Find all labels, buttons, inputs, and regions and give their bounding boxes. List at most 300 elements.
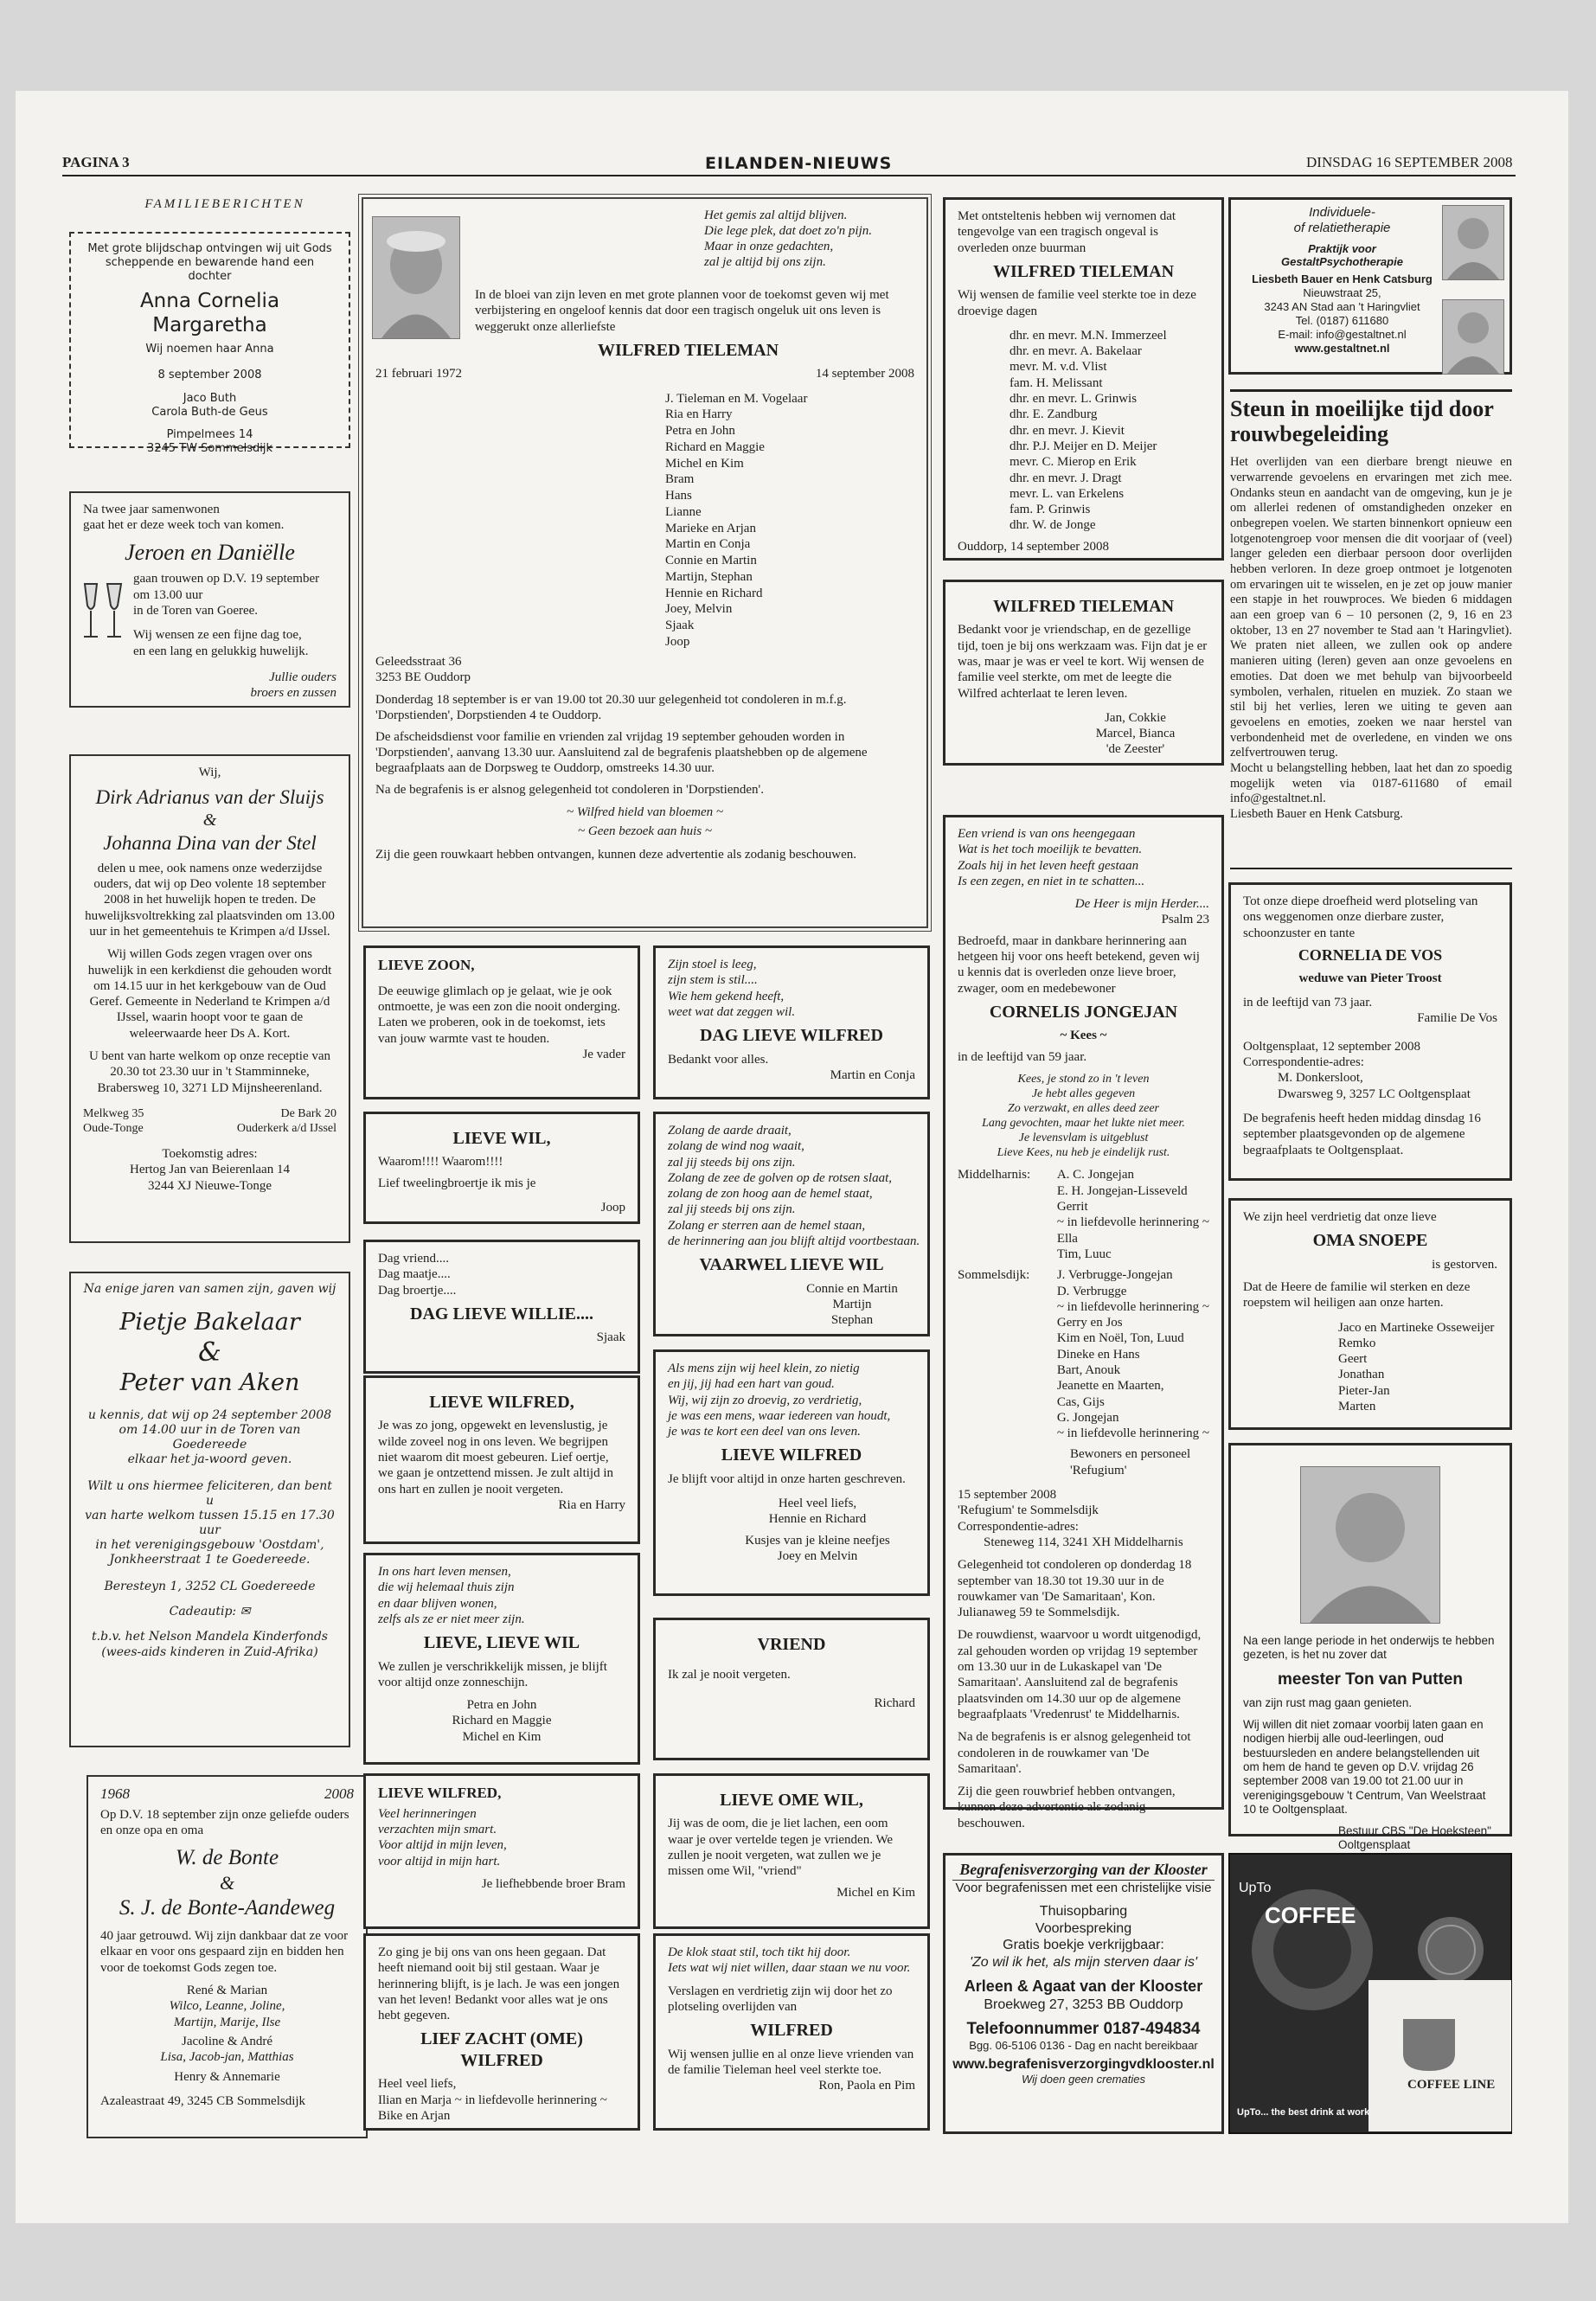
sig-1: Connie en Martin (806, 1281, 898, 1296)
subtitle: weduwe van Pieter Troost (1298, 971, 1442, 985)
ad-dag-willie (363, 1240, 640, 1374)
parents-addr-4: Ouderkerk a/d IJssel (236, 1122, 337, 1136)
poem-line: Veel herinneringen (378, 1806, 477, 1821)
phone-alt: Bgg. 06-5106 0136 - Dag en nacht bereikbaar (969, 2038, 1198, 2052)
intro-line-1: Na twee jaar samenwonen (83, 503, 220, 516)
poem-line: Lang gevochten, maar het lukte niet meer. (982, 1117, 1185, 1131)
poem-line: zelfs als ze er niet meer zijn. (378, 1612, 525, 1626)
psalm: Psalm 23 (1161, 913, 1209, 927)
poem-line: zolang de zon hoog aan de hemel staat, (668, 1187, 873, 1202)
poem-line: Iets wat wij niet willen, daar staan we nu voor. (668, 1961, 911, 1976)
name: OMA SNOEPE (1312, 1231, 1428, 1251)
signature-1: Bestuur CBS "De Hoeksteen" (1338, 1823, 1491, 1837)
poem-2 (958, 1072, 1209, 1160)
text: Zo ging je bij ons van ons heen gegaan. Dat heeft niemand ooit bij stil gestaan. Waar je herinnering blijft, is je lach. Je was een jongen van het leven! Bedankt voor alles wat je ons hebt gegeven. (378, 1945, 620, 2023)
neighbor: dhr. en mevr. M.N. Immerzeel (1010, 328, 1167, 343)
neighbor-list (1010, 328, 1209, 534)
family-list (665, 391, 914, 651)
text: Verslagen en verdrietig zijn wij door het zo plotseling overlijden van (668, 1984, 893, 2014)
ad-vaarwel (653, 1112, 930, 1336)
family-member: Sjaak (665, 619, 695, 633)
poem-line: Is een zegen, en niet in te schatten... (958, 874, 1145, 888)
t4: GestaltPsychotherapie (1281, 255, 1403, 269)
ad-lieve-wilfred-bram (363, 1773, 640, 1929)
grandchild: Jonathan (1338, 1368, 1385, 1382)
owner-names: Arleen & Agaat van der Klooster (964, 1977, 1203, 1996)
title: VAARWEL LIEVE WIL (699, 1255, 884, 1275)
ad-klok-staat-stil (653, 1933, 930, 2131)
wedding-line-3: in de Toren van Goeree. (133, 603, 259, 618)
signature: Sjaak (596, 1330, 625, 1345)
invitation: Wij willen dit niet zomaar voorbij laten gaan en nodigen hierbij alle oud-leerlingen, oud bestuursleden en andere belangstellenden uit om hem de hand te geven op D.V. vrijdag 26 september 2008 van 19.00 tot 21.00 uur in verenigingsgebouw 't Centrum, Van Weelstraat 10 te Ooltgensplaat. (1243, 1717, 1486, 1817)
nickname: ~ Kees ~ (1060, 1029, 1107, 1043)
text-2: Lief tweelingbroertje ik mis je (378, 1176, 536, 1190)
t2: of relatietherapie (1293, 221, 1391, 236)
poem-line: Lieve Kees, nu heb je eindelijk rust. (997, 1146, 1170, 1160)
sig-1: Heel veel liefs, (778, 1497, 857, 1511)
corr-label: Correspondentie-adres: (958, 1519, 1079, 1534)
sig-4: Joey en Melvin (777, 1549, 858, 1564)
title: LIEF ZACHT (OME) WILFRED (420, 2029, 583, 2070)
title: VRIEND (757, 1635, 826, 1654)
title: DAG LIEVE WILFRED (700, 1026, 883, 1046)
poem-line: de herinnering aan jou blijft altijd voortbestaan. (668, 1234, 920, 1249)
condolence-info: Donderdag 18 september is er van 19.00 tot 20.30 uur gelegenheid tot condoleren in m.f.g. 'Dorpstienden', Dorpstienden 4 te Ouddorp. (375, 693, 847, 723)
text: Je was zo jong, opgewekt en levenslustig, je wilde zoveel nog in ons leven. We begrijpen niet waarom dit moest gebeuren. Lief oertje, we gaan je ontzettend missen. Je zult altijd in ons hart en zullen je nooit vergeten. (378, 1419, 614, 1497)
signature: Michel en Kim (836, 1885, 915, 1900)
t10[interactable]: www.gestaltnet.nl (1294, 341, 1390, 355)
sig-3: Bike en Arjan (378, 2108, 451, 2123)
address: Beresteyn 1, 3252 CL Goedereede (104, 1580, 316, 1594)
parent-1: Jaco Buth (183, 392, 237, 406)
intro: Met ontsteltenis hebben wij vernomen dat tengevolge van een tragisch ongeval is overleden onze buurman (958, 209, 1176, 255)
line-1: Dag vriend.... (378, 1252, 450, 1266)
family-member: A. C. Jongejan (1056, 1168, 1134, 1183)
wife-name: S. J. de Bonte-Aandeweg (119, 1895, 336, 1920)
charity-1: t.b.v. het Nelson Mandela Kinderfonds (92, 1630, 328, 1644)
ad-lieve-wil (363, 1112, 640, 1224)
text: Ik zal je nooit vergeten. (668, 1668, 791, 1682)
family-member: Joey, Melvin (665, 602, 733, 617)
poem-line: weet wat dat zeggen wil. (668, 1004, 796, 1019)
text: Wij wensen de familie veel sterkte toe in deze droevige dagen (958, 288, 1196, 318)
family-member: D. Verbrugge (1056, 1284, 1127, 1298)
masthead: EILANDEN-NIEUWS (705, 154, 893, 173)
text-2: van zijn rust mag gaan genieten. (1243, 1696, 1413, 1710)
ad-zeester (943, 580, 1224, 766)
neighbor: dhr. en mevr. A. Bakelaar (1010, 344, 1142, 359)
title: DAG LIEVE WILLIE.... (410, 1304, 593, 1324)
child-2: Jacoline & André (182, 2034, 272, 2048)
signature: Je liefhebbende broer Bram (481, 1876, 625, 1891)
poem-line: Zijn stoel is leeg, (668, 958, 757, 971)
family-2 (1057, 1267, 1209, 1441)
family-list (1338, 1320, 1497, 1415)
burial-info: De begrafenis heeft heden middag dinsdag 16 september plaatsgevonden op de algemene begraafplaats te Ooltgensplaat. (1243, 1111, 1481, 1157)
neighbor: dhr. en mevr. L. Grinwis (1010, 392, 1138, 407)
coffee-line: COFFEE LINE (1407, 2078, 1496, 2092)
poem (958, 826, 1209, 889)
bride-name: Pietje Bakelaar (119, 1309, 300, 1336)
after-service: Na de begrafenis is er alsnog gelegenheid tot condoleren in de rouwkamer van 'De Samaritaan'. (958, 1730, 1191, 1776)
header-rule (62, 175, 1516, 176)
family-member: Kim en Noël, Ton, Luud (1056, 1331, 1184, 1346)
place-date: Ooltgensplaat, 12 september 2008 (1243, 1039, 1420, 1054)
person-silhouette-icon (373, 217, 459, 338)
parents-addr-2: Oude-Tonge (83, 1122, 144, 1136)
residents: Bewoners en personeel 'Refugium' (1070, 1447, 1191, 1477)
signature: Ron, Paola en Pim (818, 2079, 915, 2093)
intro: In de bloei van zijn leven en met grote plannen voor de toekomst geven wij met verbijstering en ongeloof kennis dat door een tragisch ongeluk uit ons leven is weggerukt onze allerliefste (475, 288, 889, 334)
couple-names: Jeroen en Daniëlle (125, 539, 295, 565)
charity-2: (wees-aids kinderen in Zuid-Afrika) (101, 1644, 318, 1659)
card-note: Zij die geen rouwkaart hebben ontvangen, kunnen deze advertentie als zodanig beschouwen. (375, 847, 857, 862)
poem (668, 1945, 915, 1977)
ad-lieve-zoon (363, 945, 640, 1099)
sig-2: Martijn (832, 1298, 872, 1312)
after-burial: Na de begrafenis is er alsnog gelegenheid tot condoleren in 'Dorpstienden'. (375, 782, 765, 797)
t3: Praktijk voor (1308, 241, 1376, 255)
cta: Mocht u belangstelling hebben, laat het dan zo spoedig mogelijk weten via 0187-611680 of email info@gestaltnet.nl. (1230, 760, 1512, 806)
family-member: Martin en Conja (665, 537, 751, 552)
sig-2: Hennie en Richard (768, 1512, 867, 1527)
ampersand: & (219, 1871, 235, 1894)
baby-name: Anna Cornelia Margaretha (139, 289, 280, 336)
intro: Na een lange periode in het onderwijs te hebben gezeten, is het nu zover dat (1243, 1634, 1495, 1662)
parent-2: Carola Buth-de Geus (151, 406, 268, 420)
age: in de leeftijd van 73 jaar. (1243, 996, 1373, 1010)
family-member: Dineke en Hans (1056, 1347, 1140, 1362)
text: Bedankt voor alles. (668, 1052, 769, 1067)
text: Jij was de oom, die je liet lachen, een oom waar je over vertelde tegen je vrienden. We zullen je nooit vergeten, wat zullen we je missen ome Wil, "vriend" (668, 1817, 894, 1879)
neighbor: dhr. E. Zandburg (1010, 407, 1098, 422)
place-2: Sommelsdijk: (958, 1268, 1030, 1283)
flowers-note: ~ Wilfred hield van bloemen ~ (566, 804, 724, 819)
ad-dag-lieve-wilfred (653, 945, 930, 1099)
sig-1: Petra en John (466, 1698, 537, 1713)
ad-lieve-wilfred-ria (363, 1375, 640, 1544)
issue-date: DINSDAG 16 SEPTEMBER 2008 (1306, 154, 1513, 170)
grandchild: Geert (1338, 1352, 1368, 1367)
wij: Wij, (198, 766, 221, 779)
poem-line: De klok staat stil, toch tikt hij door. (668, 1945, 851, 1959)
wedding-pietje (69, 1272, 350, 1747)
signature: Liesbeth Bauer en Henk Catsburg. (1230, 807, 1403, 821)
signature: Martin en Conja (830, 1067, 915, 1082)
company-title: Begrafenisverzorging van der Klooster (952, 1861, 1215, 1881)
child-3: Henry & Annemarie (174, 2069, 280, 2084)
family-member: Bram (665, 472, 695, 487)
corr-label: Correspondentie-adres: (1243, 1055, 1364, 1070)
poem-line: Zolang de zee de golven op de rotsen slaat, (668, 1170, 892, 1185)
wish-line-1: Wij wensen ze een fijne dag toe, (133, 628, 302, 643)
intro: Bedroefd, maar in dankbare herinnering aan hetgeen hij voor ons heeft betekend, geven wij u kennis dat is overleden onze lieve broer, zwager, oom en medebewoner (958, 933, 1200, 996)
body: Het overlijden van een dierbare brengt nieuwe en verwarrende gevoelens en ervaringen met zich mee. Ondanks steun en aandacht van de omgeving, kun je je om allerlei redenen of omstandigheden onzeker en onbegrepen voelen. We starten binnenkort opnieuw een lotgenotengroep voor mensen die dit voorjaar of (veel) langer geleden een dierbaar persoon door overlijden hebben verloren. In deze groep ontmoet je lotgenoten om ervaringen uit te wisselen, en je zet op jouw manier een stapje in het rouwproces. We bieden 6 middagen aan een groep van 6 – 10 personen (2, 9, 16 en 23 oktober, 13 en 27 november te Stad aan 't Haringvliet). We praten niet alleen, we zullen ook op andere manieren uiting (leren) geven aan onze gevoelens en emoties. Dat doen we met behulp van bijvoorbeeld symbolen, verhalen, rituelen en muziek. Zo staan we stil bij het verlies, leren we uiting te geven aan gevoelens en emoties, zoeken we naar herstel van verbondenheid met de overledene, en vinden we ons zelfvertrouwen terug. (1230, 455, 1512, 760)
anniversary-bonte (87, 1775, 368, 2138)
poem-line: zal jij steeds bij ons zijn. (668, 1155, 796, 1170)
family-member: J. Tieleman en M. Vogelaar (665, 391, 808, 406)
poem-line: Als mens zijn wij heel klein, zo nietig (668, 1362, 860, 1375)
poem-line: en daar blijven wonen, (378, 1596, 497, 1611)
sig-2: Richard en Maggie (452, 1714, 552, 1728)
page-number: PAGINA 3 (62, 154, 130, 170)
poem-line-2: Die lege plek, dat doet zo'n pijn. (704, 224, 872, 238)
service-info: De afscheidsdienst voor familie en vrienden zal vrijdag 19 september gehouden worden in 'Dorpstienden', aanvang 13.30 uur. Aansluitend zal de begrafenis plaatshebben op de algemene begraafplaats aan de Dorpsweg te Ouddorp, omstreeks 14.30 uur. (375, 729, 868, 776)
grandchildren-1a: Wilco, Leanne, Joline, (169, 1999, 285, 2014)
neighbor: fam. P. Grinwis (1010, 503, 1091, 517)
obituary-devos (1228, 882, 1512, 1181)
person-icon (1301, 1467, 1439, 1623)
welcome-1: Wilt u ons hiermee feliciteren, dan bent u (87, 1478, 332, 1508)
poem (668, 1361, 915, 1439)
address-line-2: 3245 TW Sommelsdijk (146, 441, 273, 455)
neighbor: dhr. P.J. Meijer en D. Meijer (1010, 439, 1157, 453)
poem-line-1: Het gemis zal altijd blijven. (704, 208, 848, 222)
family-member: Lianne (665, 504, 702, 519)
title: LIEVE ZOON, (378, 957, 475, 973)
welcome-4: Jonkheerstraat 1 te Goedereede. (109, 1553, 311, 1567)
line-2: Dag maatje.... (378, 1267, 451, 1282)
t6: Nieuwstraat 25, (1303, 286, 1381, 300)
family-member: Gerry en Jos (1056, 1316, 1123, 1330)
year-end: 2008 (324, 1785, 354, 1802)
title: LIEVE WILFRED, (429, 1393, 574, 1412)
name: WILFRED TIELEMAN (992, 597, 1175, 616)
poem-line: verzachten mijn smart. (378, 1823, 497, 1837)
grandchild: Marten (1338, 1400, 1376, 1414)
family-member: Ella (1056, 1231, 1078, 1246)
corr-address: Steneweg 114, 3241 XH Middelharnis (984, 1535, 1183, 1549)
poem-line: zal jij steeds bij ons zijn. (668, 1202, 796, 1217)
deceased-name: WILFRED TIELEMAN (597, 340, 779, 360)
birth-date: 21 februari 1972 (375, 367, 462, 381)
line-3: Dag broertje.... (378, 1283, 457, 1298)
paragraph-3: U bent van harte welkom op onze receptie van 20.30 tot 23.30 uur in 't Stamminneke, Brabersweg 10, 3271 LD Mijnsheerenland. (88, 1049, 331, 1095)
text: Dat de Heere de familie wil sterken en deze roepstem wil heiligen aan onze harten. (1243, 1279, 1471, 1311)
family-member: Ria en Harry (665, 407, 733, 422)
welcome-3: in het verenigingsgebouw 'Oostdam', (95, 1538, 324, 1553)
therapist-photo-2 (1442, 299, 1504, 375)
corr-1: M. Donkersloot, (1278, 1071, 1363, 1086)
wedding-dirk (69, 754, 350, 1243)
family-member: Hans (665, 489, 692, 503)
neighbor: mevr. M. v.d. Vlist (1010, 360, 1107, 375)
poem-line: Wat is het toch moeilijk te bevatten. (958, 843, 1143, 857)
family-member: ~ in liefdevolle herinnering ~ (1056, 1426, 1209, 1441)
birth-date: 8 september 2008 (157, 368, 262, 381)
name: CORNELIS JONGEJAN (989, 1002, 1178, 1022)
sig-3: Michel en Kim (462, 1729, 542, 1744)
baby-nickname: Wij noemen haar Anna (145, 342, 274, 356)
text: We zullen je verschrikkelijk missen, je blijft voor altijd onze zonneschijn. (378, 1659, 607, 1689)
poem-line: In ons hart leven mensen, (378, 1565, 511, 1579)
neighbor: dhr. en mevr. J. Dragt (1010, 471, 1122, 485)
person-icon (1443, 300, 1503, 374)
coffee-cup-icon (1230, 1855, 1514, 2136)
poem-line: Zolang de aarde draait, (668, 1124, 792, 1138)
bride-name: Johanna Dina van der Stel (103, 831, 317, 854)
husband-name: W. de Bonte (175, 1846, 279, 1870)
groom-name: Dirk Adrianus van der Sluijs (95, 786, 324, 809)
therapist-photo-1 (1442, 205, 1504, 280)
coffee-word: COFFEE (1265, 1902, 1356, 1928)
paragraph-2: Wij willen Gods zegen vragen over ons huwelijk in een kerkdienst die gehouden wordt om 14.15 uur in het kerkgebouw van de Oud Geref. Gemeente in Nederland te Krimpen a/d IJssel, waarin hoopt voor te gaan de weleerwaarde heer Ds A. Kort. (87, 947, 332, 1041)
t7: 3243 AN Stad aan 't Haringvliet (1264, 300, 1420, 314)
service-1: Thuisopbaring (1039, 1904, 1128, 1920)
age: in de leeftijd van 59 jaar. (958, 1049, 1087, 1064)
wedding-line-1: gaan trouwen op D.V. 19 september (133, 572, 320, 586)
wedding-jeroen (69, 491, 350, 708)
poem-line: Je levensvlam is uitgeblust (1018, 1131, 1149, 1145)
slogan: UpTo... the best drink at work (1237, 2107, 1370, 2118)
phone: Telefoonnummer 0187-494834 (966, 2019, 1201, 2038)
text: De eeuwige glimlach op je gelaat, wie je ook ontmoette, je was een zon die nooit onderging. Laten we proberen, ook in de toekomst, iets van jouw warmte vast te houden. (378, 984, 621, 1046)
teacher-photo (1300, 1466, 1440, 1624)
signature: Je vader (582, 1047, 625, 1061)
sig-2: Ilian en Marja ~ in liefdevolle herinnering ~ (378, 2093, 607, 2107)
t9[interactable]: E-mail: info@gestaltnet.nl (1278, 327, 1407, 341)
date: 15 september 2008 (958, 1488, 1057, 1503)
poem (668, 1123, 920, 1249)
condolence: Gelegenheid tot condoleren op donderdag 18 september van 18.30 tot 19.30 uur in de rouwkamer van 'De Samaritaan', Kon. Julianaweg 59 te Sommelsdijk. (958, 1558, 1192, 1620)
name: CORNELIA DE VOS (1298, 945, 1443, 964)
obituary-kees (943, 815, 1224, 1830)
family-member: Martijn, Stephan (665, 569, 753, 584)
card-note: Zij die geen rouwbrief hebben ontvangen, kunnen deze advertentie als zodanig beschouwen. (958, 1785, 1176, 1830)
title: LIEVE WIL, (452, 1129, 551, 1148)
ad-vriend (653, 1618, 930, 1760)
sig-2: Marcel, Bianca (1095, 727, 1176, 741)
parents-addr-3: De Bark 20 (280, 1106, 337, 1120)
section-title: FAMILIEBERICHTEN (144, 197, 305, 211)
website-link[interactable]: www.begrafenisverzorgingvdklooster.nl (952, 2056, 1215, 2072)
paragraph: 40 jaar getrouwd. Wij zijn dankbaar dat ze voor elkaar en voor ons gespaard zijn en bidden hen voor de toekomst Gods zegen toe. (100, 1929, 349, 1975)
year-start: 1968 (100, 1785, 130, 1802)
address-street: Geleedsstraat 36 (375, 654, 462, 669)
name: WILFRED (750, 2021, 833, 2041)
family-member: Richard en Maggie (665, 439, 765, 454)
poem-line: je was een mens, waar iedereen van houdt, (668, 1408, 891, 1423)
brand: UpTo (1239, 1881, 1272, 1895)
poem-line: Zo verzwakt, en alles deed zeer (1008, 1102, 1159, 1116)
family-member: Cas, Gijs (1056, 1394, 1105, 1409)
birth-intro: Met grote blijdschap ontvingen wij uit Gods scheppende en bewarende hand een dochter (87, 242, 332, 283)
obituary-snoepe (1228, 1198, 1512, 1430)
sig-3: Stephan (830, 1313, 874, 1328)
family-member: ~ in liefdevolle herinnering ~ (1056, 1215, 1209, 1230)
family-member: G. Jongejan (1056, 1410, 1119, 1425)
poem-line: Je hebt alles gegeven (1031, 1087, 1136, 1101)
ad-therapie (1228, 197, 1512, 375)
service-3: Gratis boekje verkrijgbaar: (1003, 1938, 1164, 1953)
wish-line-2: en een lang en gelukkig huwelijk. (133, 644, 309, 658)
place-date: Ouddorp, 14 september 2008 (958, 539, 1109, 554)
sig-1: Jan, Cokkie (1105, 710, 1166, 725)
t8: Tel. (0187) 611680 (1295, 313, 1389, 327)
text: Bedankt voor je vriendschap, en de gezellige tijd, toen je bij ons werkzaam was. Fijn dat je er was, maar je was er veel te kort. Wij wensen de familie veel sterkte, om met de leegte die Wilfred achterlaat te leren leven. (958, 623, 1208, 701)
service: De rouwdienst, waarvoor u wordt uitgenodigd, zal gehouden worden op vrijdag 19 september om 13.30 uur in de Lukaskapel van 'De Samaritaan'. Aansluitend zal de begrafenis plaatsvinden om 14.30 uur op de algemene begraafplaats 'Vredenrust' te Middelharnis. (958, 1628, 1202, 1721)
neighbor: mevr. C. Mierop en Erik (1010, 455, 1137, 470)
note: Wij doen geen crematies (1022, 2073, 1145, 2086)
text-1: Waarom!!!! Waarom!!!! (378, 1155, 503, 1170)
ad-klooster (943, 1853, 1224, 2134)
poem-line: zolang de wind nog waait, (668, 1139, 804, 1154)
poem-line: zijn stem is stil.... (668, 973, 758, 988)
future-city: 3244 XJ Nieuwe-Tonge (147, 1178, 272, 1193)
service-2: Voorbespreking (1035, 1920, 1132, 1936)
sig-3: Kusjes van je kleine neefjes (745, 1533, 890, 1548)
address-city: 3253 BE Ouddorp (375, 670, 471, 684)
neighbor: dhr. en mevr. J. Kievit (1010, 423, 1125, 438)
signature: Joop (600, 1200, 625, 1215)
poem-line: Zolang er sterren aan de hemel staan, (668, 1218, 866, 1233)
location: 'Refugium' te Sommelsdijk (958, 1503, 1099, 1518)
portrait-photo (372, 216, 460, 339)
family-member: Bart, Anouk (1056, 1362, 1121, 1377)
parents-addr-1: Melkweg 35 (83, 1106, 144, 1120)
corr-2: Dwarsweg 9, 3257 LC Ooltgensplaat (1278, 1086, 1471, 1101)
ad-zacht-ome-wilfred (363, 1933, 640, 2131)
poem-line: Kees, je stond zo in 't leven (1017, 1072, 1150, 1086)
neighbor: mevr. L. van Erkelens (1010, 486, 1125, 501)
welcome-2: van harte welkom tussen 15.15 en 17.30 uur (85, 1509, 335, 1538)
family-member: Connie en Martin (665, 554, 757, 568)
family-member: ~ in liefdevolle herinnering ~ (1056, 1299, 1209, 1314)
ad-lieve-ome-wil (653, 1773, 930, 1929)
family-member: Petra en John (665, 424, 735, 439)
ad-lieve-wilfred-hennie (653, 1349, 930, 1596)
birth-announcement (69, 232, 350, 455)
obituary-wilfred-main (362, 197, 928, 928)
poem-line: Wie hem gekend heeft, (668, 989, 785, 1003)
grandchildren-2: Lisa, Jacob-jan, Matthias (160, 2050, 294, 2065)
child-1: René & Marian (186, 1984, 268, 1998)
name: WILFRED TIELEMAN (992, 261, 1175, 281)
family-member: Jeanette en Maarten, (1056, 1379, 1164, 1394)
poem-line: Wij, wij zijn zo droevig, zo verdrietig, (668, 1393, 862, 1407)
article-rouwbegeleiding (1230, 389, 1512, 869)
text: Je blijft voor altijd in onze harten geschreven. (668, 1471, 906, 1486)
title: LIEVE WILFRED, (378, 1785, 502, 1801)
ad-coffee (1228, 1853, 1512, 2134)
paragraph-1: delen u mee, ook namens onze wederzijdse ouders, dat wij op Deo volente 18 september 2008 in het huwelijk hopen te treden. De huwelijksvoltrekking zal plaatsvinden om 13.00 uur in het gemeentehuis te Krimpen a/d IJssel. (85, 861, 335, 939)
headline: Steun in moeilijke tijd door rouwbegeleiding (1230, 396, 1494, 446)
poem-line-3: Maar in onze gedachten, (704, 240, 834, 253)
signature: Richard (874, 1695, 915, 1710)
address: Broekweg 27, 3253 BB Ouddorp (984, 1997, 1183, 2013)
signature: Familie De Vos (1417, 1011, 1497, 1026)
poem-line: voor altijd in mijn hart. (378, 1854, 501, 1868)
neighbor: fam. H. Melissant (1010, 375, 1103, 390)
t5: Liesbeth Bauer en Henk Catsburg (1252, 272, 1433, 286)
subtitle: Voor begrafenissen met een christelijke visie (955, 1880, 1212, 1895)
booklet-title: 'Zo wil ik het, als mijn sterven daar is' (969, 1954, 1198, 1970)
intro-line-2: gaat het er deze week toch van komen. (83, 518, 285, 533)
place-1: Middelharnis: (958, 1168, 1031, 1183)
poem-line: Voor altijd in mijn leven, (378, 1838, 507, 1853)
family-member: Joop (665, 634, 690, 649)
family-member: Marieke en Arjan (665, 521, 756, 535)
title: LIEVE OME WIL, (720, 1791, 863, 1810)
person-icon (1443, 206, 1503, 279)
future-label: Toekomstig adres: (162, 1147, 258, 1162)
ad-buurman (943, 197, 1224, 561)
gestorven: is gestorven. (1432, 1257, 1497, 1272)
signature-2: Ooltgensplaat (1338, 1838, 1411, 1852)
family-member: E. H. Jongejan-Lisseveld (1056, 1183, 1188, 1198)
family-member: Hennie en Richard (665, 586, 763, 600)
future-street: Hertog Jan van Beierenlaan 14 (130, 1163, 290, 1177)
